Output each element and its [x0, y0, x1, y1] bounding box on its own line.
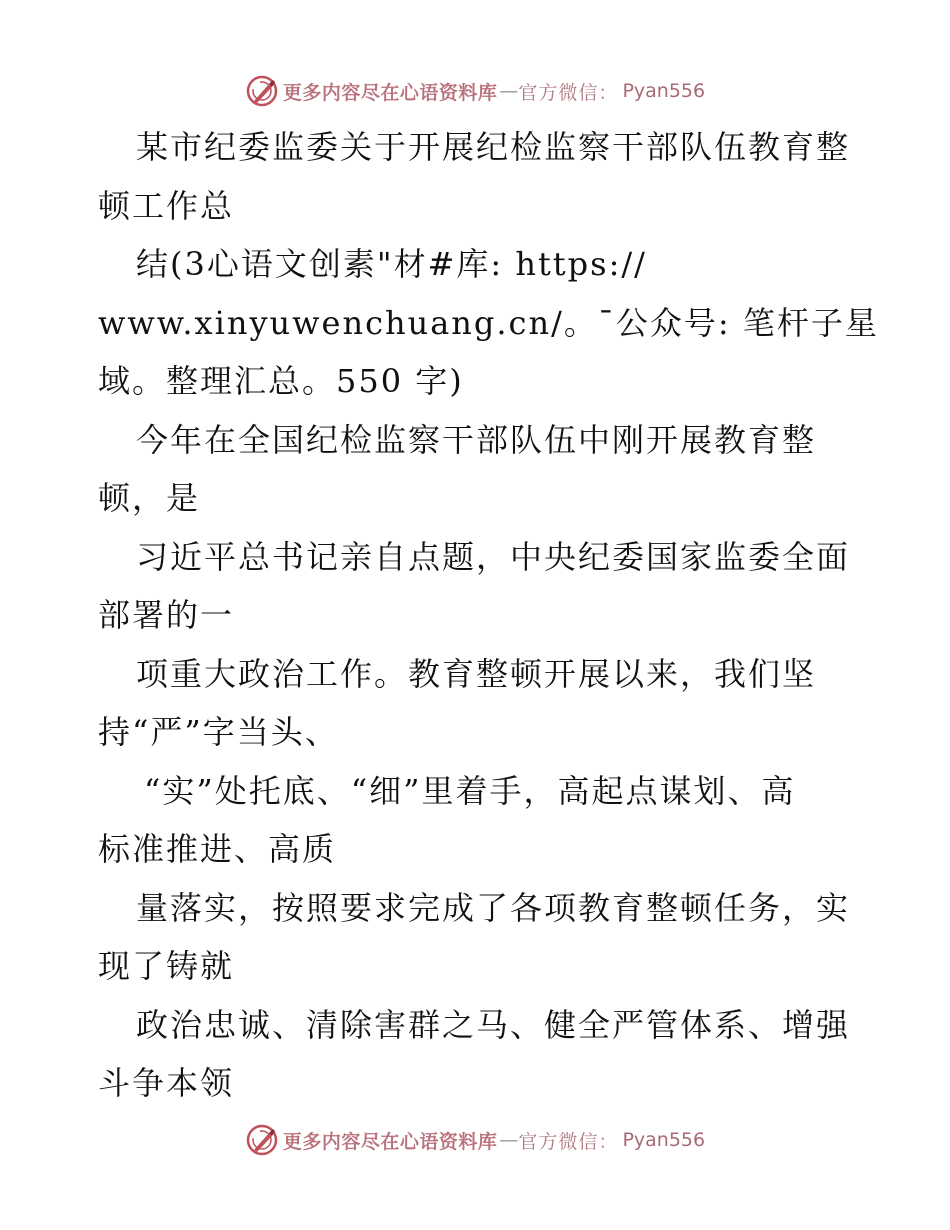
body-line-16: 政治忠诚、清除害群之马、健全严管体系、增强: [136, 1005, 851, 1044]
header-banner: [0, 71, 950, 111]
body-line-15: 现了铸就: [98, 947, 235, 985]
body-line-3: 结(3心语文创素"材#库: https://: [136, 245, 647, 283]
footer-wechat-label: 官方微信：: [518, 1130, 619, 1153]
document-body: [98, 118, 879, 1113]
header-wechat-label: 官方微信：: [518, 81, 619, 104]
body-line-12: “实”处托底、“细”里着手，高起点谋划、高: [144, 771, 796, 810]
body-line-5: 域。整理汇总。550 字): [98, 362, 464, 400]
body-line-8: 习近平总书记亲自点题，中央纪委国家监委全面: [136, 537, 851, 576]
header-dash: —: [499, 80, 517, 102]
body-line-17: 斗争本领: [98, 1064, 235, 1102]
header-promo-text: 更多内容尽在心语资料库: [282, 81, 498, 104]
pen-logo-icon: [245, 74, 279, 108]
body-line-9: 部署的一: [98, 596, 235, 634]
pen-logo-icon: [245, 1123, 279, 1157]
body-line-13: 标准推进、高质: [98, 830, 337, 868]
body-line-7: 顿，是: [98, 479, 201, 517]
body-line-10: 项重大政治工作。教育整顿开展以来，我们坚: [136, 654, 817, 693]
body-line-4: www.xinyuwenchuang.cn/。¯公众号: 笔杆子星: [98, 303, 879, 342]
footer-banner: [0, 1120, 950, 1160]
footer-promo-text: 更多内容尽在心语资料库: [282, 1130, 498, 1153]
body-line-6: 今年在全国纪检监察干部队伍中刚开展教育整: [136, 420, 817, 459]
body-line-11: 持“严”字当头、: [98, 713, 339, 751]
body-line-1: 某市纪委监委关于开展纪检监察干部队伍教育整: [136, 128, 851, 166]
header-wechat-id: Pyan556: [622, 80, 706, 102]
footer-dash: —: [499, 1129, 517, 1151]
body-line-2: 顿工作总: [98, 186, 235, 225]
body-line-14: 量落实，按照要求完成了各项教育整顿任务，实: [136, 888, 851, 927]
footer-wechat-id: Pyan556: [622, 1129, 706, 1151]
